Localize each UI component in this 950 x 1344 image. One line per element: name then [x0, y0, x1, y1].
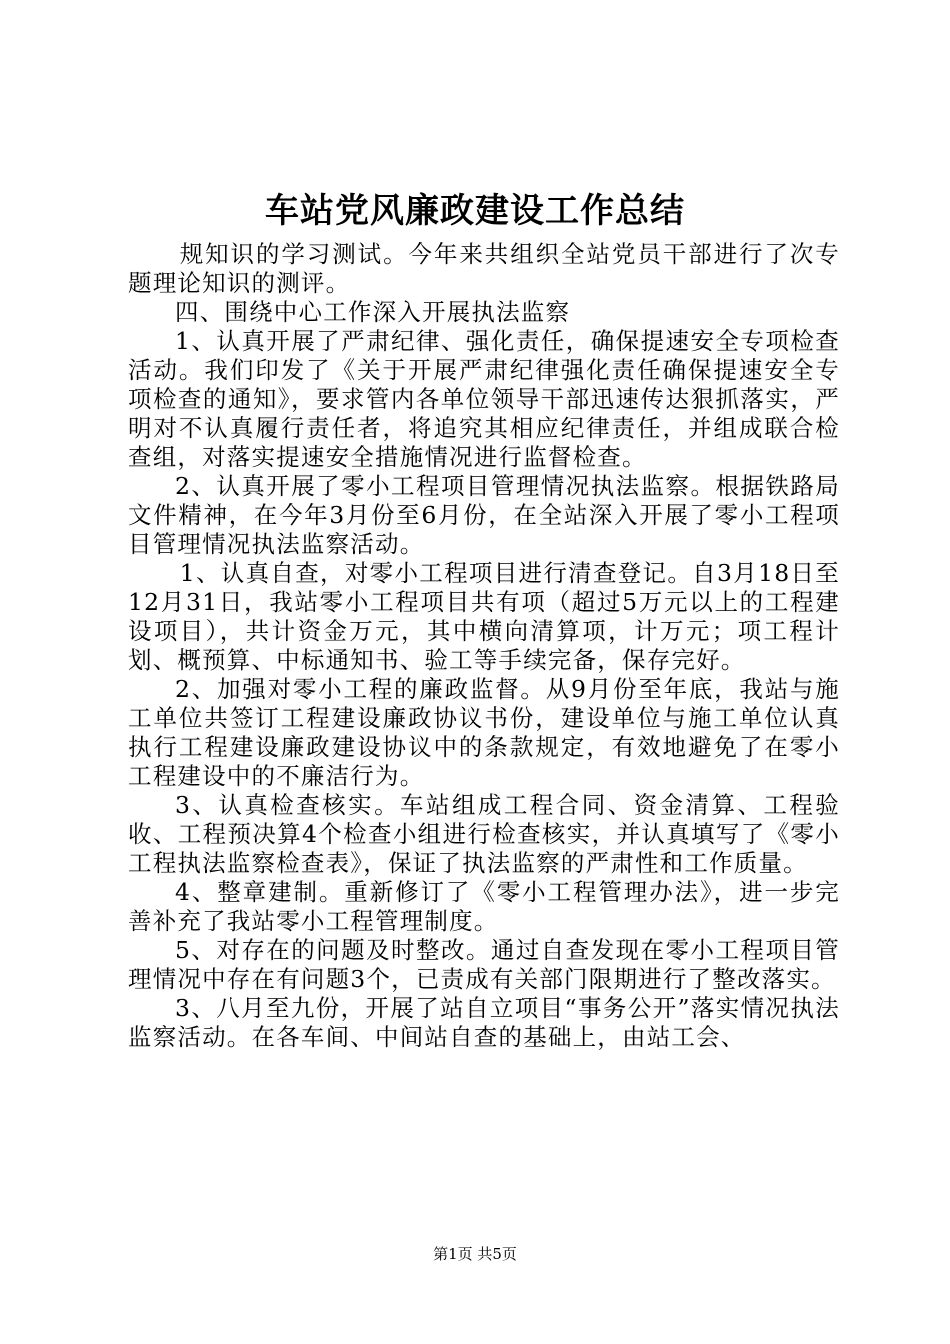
- paragraph: 3、八月至九份，开展了站自立项目“事务公开”落实情况执法监察活动。在各车间、中间站自查的基础上，由站工会、: [128, 994, 840, 1051]
- paragraph: 3、认真检查核实。车站组成工程合同、资金清算、工程验收、工程预决算4个检查小组进行检查核实，并认真填写了《零小工程执法监察检查表》，保证了执法监察的严肃性和工作质量。: [128, 791, 840, 877]
- paragraph: 4、整章建制。重新修订了《零小工程管理办法》，进一步完善补充了我站零小工程管理制度。: [128, 878, 840, 935]
- paragraph: 规知识的学习测试。今年来共组织全站党员干部进行了次专题理论知识的测评。: [128, 240, 840, 297]
- paragraph: 1、认真自查，对零小工程项目进行清查登记。自3月18日至12月31日，我站零小工程项目共有项（超过5万元以上的工程建设项目），共计资金万元，其中横向清算项，计万元；项工程计划、概预算、中标通知书、验工等手续完备，保存完好。: [128, 559, 840, 674]
- paragraph: 2、认真开展了零小工程项目管理情况执法监察。根据铁路局文件精神，在今年3月份至6月份，在全站深入开展了零小工程项目管理情况执法监察活动。: [128, 472, 840, 558]
- paragraph: 5、对存在的问题及时整改。通过自查发现在零小工程项目管理情况中存在有问题3个，已责成有关部门限期进行了整改落实。: [128, 936, 840, 993]
- document-body: [128, 240, 840, 1052]
- section-heading: 四、围绕中心工作深入开展执法监察: [175, 298, 571, 326]
- document-title: 车站党风廉政建设工作总结: [265, 191, 685, 231]
- paragraph: 1、认真开展了严肃纪律、强化责任，确保提速安全专项检查活动。我们印发了《关于开展严肃纪律强化责任确保提速安全专项检查的通知》，要求管内各单位领导干部迅速传达狠抓落实，严明对不认真履行责任者，将追究其相应纪律责任，并组成联合检查组，对落实提速安全措施情况进行监督检查。: [128, 327, 840, 471]
- paragraph: 2、加强对零小工程的廉政监督。从9月份至年底，我站与施工单位共签订工程建设廉政协议书份，建设单位与施工单位认真执行工程建设廉政建设协议中的条款规定，有效地避免了在零小工程建设中的不廉洁行为。: [128, 675, 840, 790]
- page-number-footer: 第1页 共5页: [433, 1245, 517, 1263]
